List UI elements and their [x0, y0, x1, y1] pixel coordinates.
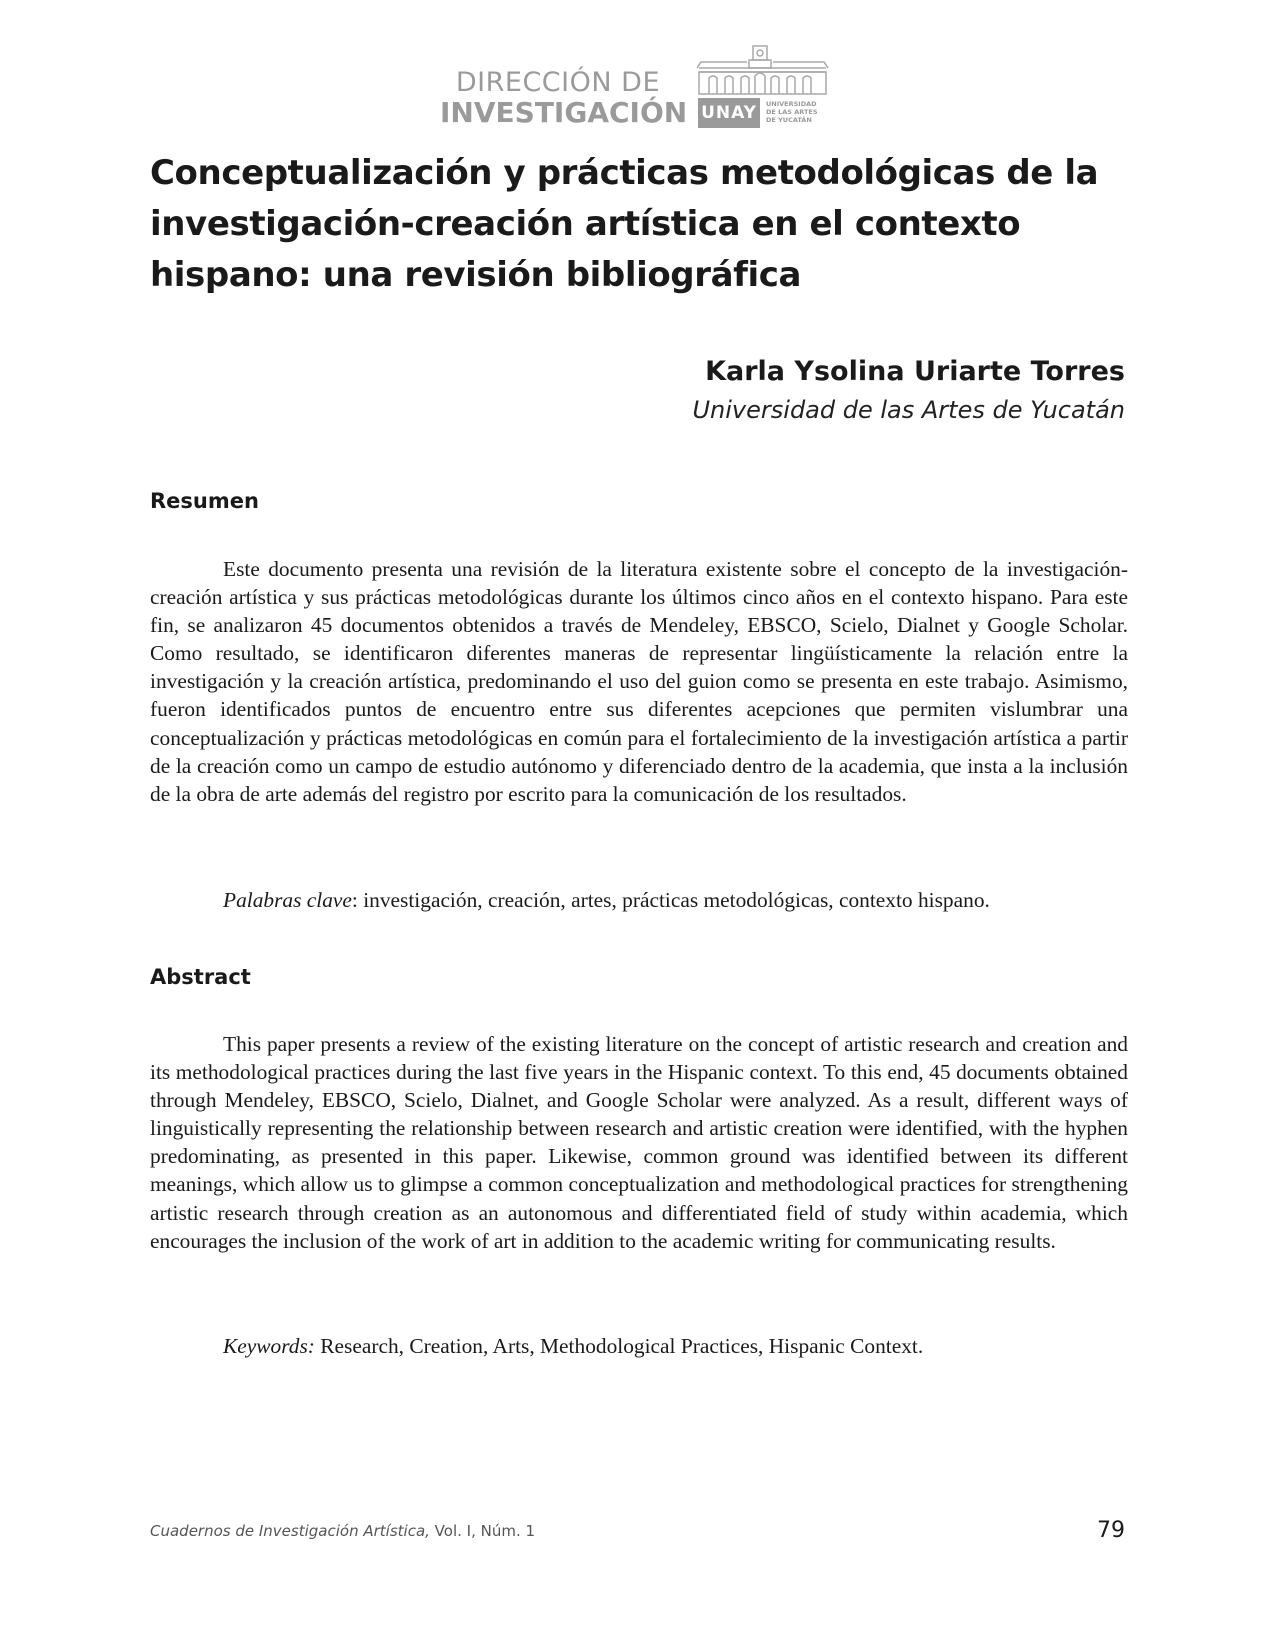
logo-line-1: DIRECCIÓN DE: [455, 67, 660, 98]
journal-issue: Vol. I, Núm. 1: [429, 1522, 536, 1540]
logo-text: [440, 67, 688, 129]
abstract-heading: Abstract: [150, 965, 251, 989]
logo-line-2: INVESTIGACIÓN: [440, 96, 688, 129]
unay-subtitle: [766, 100, 836, 124]
keywords-label-en: Keywords:: [223, 1334, 315, 1358]
abstract-keywords: [150, 1332, 1128, 1360]
resumen-heading: Resumen: [150, 489, 259, 513]
keywords-list-en: Research, Creation, Arts, Methodological Practices, Hispanic Context.: [314, 1334, 924, 1358]
keywords-list-es: : investigación, creación, artes, prácticas metodológicas, contexto hispano.: [351, 888, 990, 912]
author-name: Karla Ysolina Uriarte Torres: [705, 356, 1125, 387]
abstract-body: This paper presents a review of the existing literature on the concept of artistic research and creation and its methodological practices during the last five years in the Hispanic context. To this end, 45 documents obtained through Mendeley, EBSCO, Scielo, Dialnet, and Google Scholar were analyzed. As a result, different ways of linguistically representing the relationship between research and artistic creation were identified, with the hyphen predominating, as presented in this paper. Likewise, common ground was identified between its different meanings, which allow us to glimpse a common conceptualization and methodological practices for strengthening artistic research through creation as an autonomous and differentiated field of study within academia, which encourages the inclusion of the work of art in addition to the academic writing for communicating results.: [150, 1032, 1128, 1253]
footer-journal: [150, 1522, 535, 1540]
unay-sub-line-3: DE YUCATÁN: [766, 116, 812, 124]
journal-name: Cuadernos de Investigación Artística,: [150, 1522, 430, 1540]
resumen-keywords: [150, 886, 1128, 914]
unay-sub-line-2: DE LAS ARTES: [766, 108, 818, 116]
institution-logo: [440, 42, 840, 132]
author-block: [425, 352, 1125, 428]
author-affiliation: Universidad de las Artes de Yucatán: [692, 396, 1125, 424]
page-number: 79: [1097, 1518, 1125, 1543]
article-title: Conceptualización y prácticas metodológicas de la investigación-creación artística en el contexto hispano: una revisión bibliográfica: [150, 153, 1099, 295]
keywords-label-es: Palabras clave: [223, 888, 352, 912]
unay-sub-line-1: UNIVERSIDAD: [766, 100, 817, 108]
unay-badge: UNAY: [698, 98, 760, 128]
resumen-body: Este documento presenta una revisión de la literatura existente sobre el concepto de la investigación-creación artística y sus prácticas metodológicas durante los últimos cinco años en el contexto hispano. Para este fin, se analizaron 45 documentos obtenidos a través de Mendeley, EBSCO, Scielo, Dialnet y Google Scholar. Como resultado, se identificaron diferentes maneras de representar lingüísticamente la relación entre la investigación y la creación artística, predominando el uso del guion como se presenta en este trabajo. Asimismo, fueron identificados puntos de encuentro entre sus diferentes acepciones que permiten vislumbrar una conceptualización y prácticas metodológicas en común para el fortalecimiento de la investigación artística a partir de la creación como un campo de estudio autónomo y diferenciado dentro de la academia, que insta a la inclusión de la obra de arte además del registro por escrito para la comunicación de los resultados.: [150, 557, 1128, 806]
